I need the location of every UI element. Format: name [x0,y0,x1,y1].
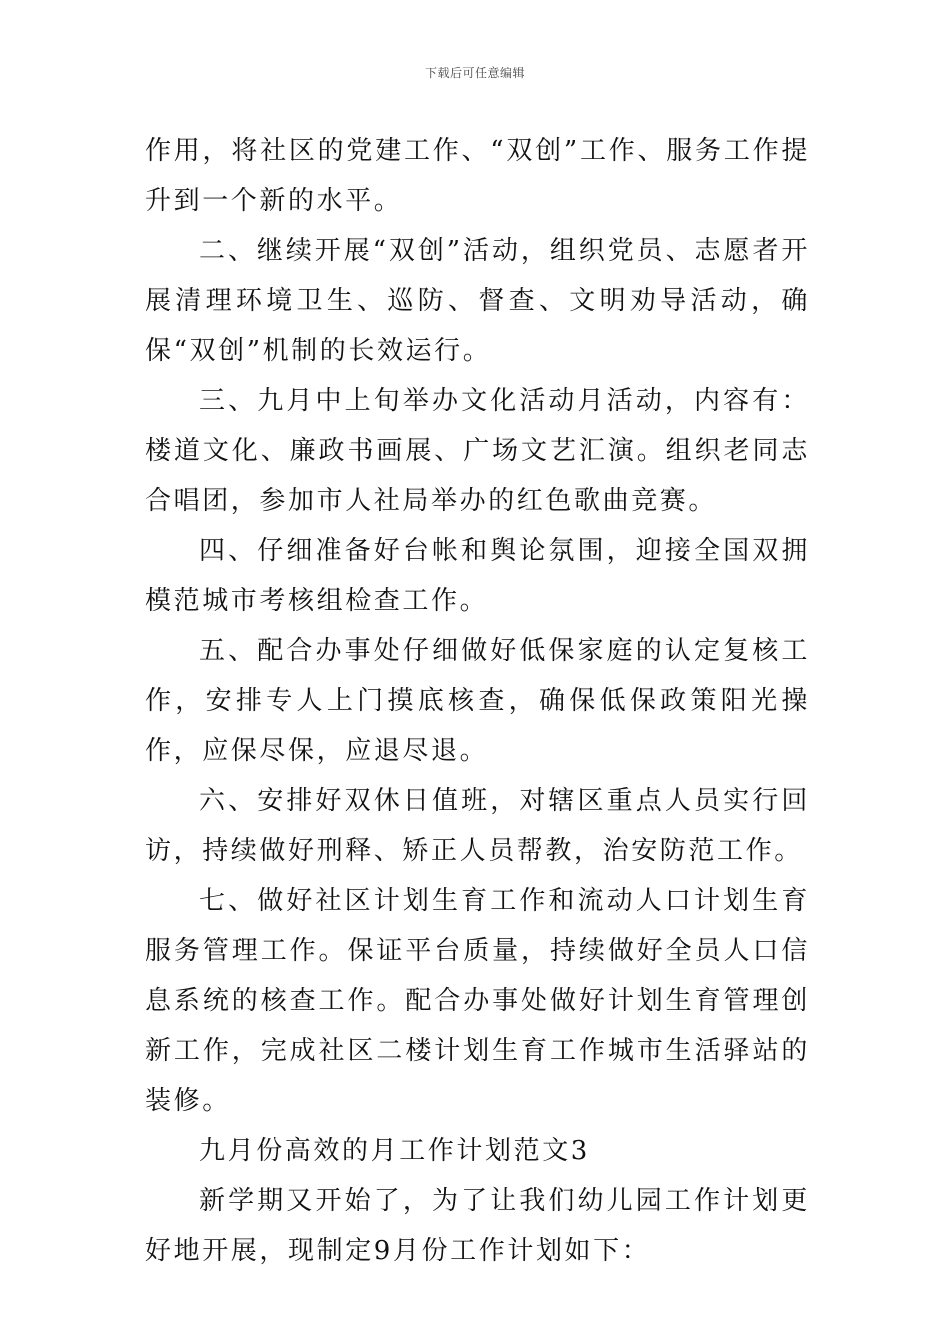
paragraph-item-2: 二、继续开展“双创”活动，组织党员、志愿者开展清理环境卫生、巡防、督查、文明劝导活动，确保“双创”机制的长效运行。 [145,236,810,366]
document-body [145,126,810,1276]
paragraph-item-6: 六、安排好双休日值班，对辖区重点人员实行回访，持续做好刑释、矫正人员帮教，治安防范工作。 [145,786,810,866]
paragraph-item-3: 三、九月中上旬举办文化活动月活动，内容有：楼道文化、廉政书画展、广场文艺汇演。组织老同志合唱团，参加市人社局举办的红色歌曲竞赛。 [145,386,810,516]
page-header: 下载后可任意编辑 [424,66,525,80]
paragraph-item-4: 四、仔细准备好台帐和舆论氛围，迎接全国双拥模范城市考核组检查工作。 [145,536,810,616]
paragraph-intro: 新学期又开始了，为了让我们幼儿园工作计划更好地开展，现制定9月份工作计划如下： [145,1186,810,1266]
section-heading: 九月份高效的月工作计划范文3 [199,1136,590,1166]
paragraph-item-7: 七、做好社区计划生育工作和流动人口计划生育服务管理工作。保证平台质量，持续做好全员人口信息系统的核查工作。配合办事处做好计划生育管理创新工作，完成社区二楼计划生育工作城市生活驿站的装修。 [145,886,810,1116]
paragraph-continuation: 作用，将社区的党建工作、“双创”工作、服务工作提升到一个新的水平。 [145,136,810,216]
paragraph-item-5: 五、配合办事处仔细做好低保家庭的认定复核工作，安排专人上门摸底核查，确保低保政策阳光操作，应保尽保，应退尽退。 [145,636,810,766]
